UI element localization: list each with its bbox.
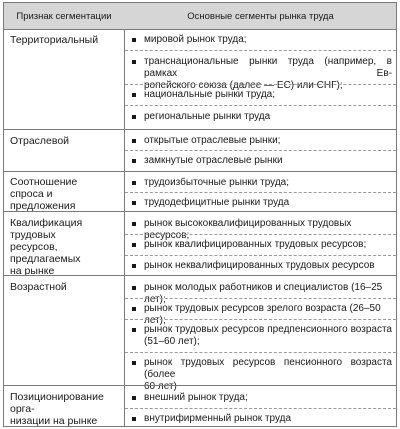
list-item: замкнутые отраслевые рынки bbox=[132, 155, 392, 167]
bullet-icon bbox=[132, 417, 136, 421]
item-divider bbox=[125, 50, 396, 51]
table-row-qualification bbox=[4, 211, 396, 276]
header-labor-market-segments: Основные сегменты рынка труда bbox=[187, 10, 334, 22]
bullet-icon bbox=[132, 243, 136, 247]
bullet-icon bbox=[132, 60, 136, 64]
list-item: рынок трудовых ресурсов пенсионного возраста (более 60 лет) bbox=[132, 357, 392, 393]
list-item: транснациональные рынки труда (например, в рамках Ев- ропейского союза (далее — ЕС) или СНГ); bbox=[132, 56, 392, 92]
table-row-age bbox=[4, 275, 396, 392]
item-divider bbox=[125, 192, 396, 193]
header-segmentation-criterion: Признак сегментации bbox=[16, 10, 112, 22]
row-label: Позиционирование орга- низации на рынке bbox=[10, 391, 104, 427]
list-item: рынок молодых работников и специалистов (16–25 лет); bbox=[132, 282, 392, 306]
bullet-icon bbox=[132, 396, 136, 400]
list-item: рынок трудовых ресурсов предпенсионного возраста (51–60 лет); bbox=[132, 324, 392, 348]
segmentation-table bbox=[3, 2, 397, 427]
item-divider bbox=[125, 255, 396, 256]
list-item: региональные рынки труда bbox=[132, 111, 392, 123]
table-header bbox=[4, 3, 396, 29]
list-item: трудодефицитные рынки труда bbox=[132, 197, 392, 209]
list-item: национальные рынки труда; bbox=[132, 89, 392, 101]
row-label: Квалификация трудовых ресурсов, предлагаемых на рынке bbox=[10, 217, 83, 277]
bullet-icon bbox=[132, 361, 136, 365]
list-item: рынок квалифицированных трудовых ресурсов; bbox=[132, 239, 392, 251]
list-item: мировой рынок труда; bbox=[132, 34, 392, 46]
table-row-territorial bbox=[4, 29, 396, 130]
item-divider bbox=[125, 150, 396, 151]
bullet-icon bbox=[132, 93, 136, 97]
bullet-icon bbox=[132, 222, 136, 226]
table-row-positioning bbox=[4, 385, 396, 429]
list-item: рынок трудовых ресурсов зрелого возраста (26–50 лет); bbox=[132, 303, 392, 327]
item-divider bbox=[125, 319, 396, 320]
list-item: рынок высококвалифицированных трудовых ресурсов; bbox=[132, 218, 392, 242]
bullet-icon bbox=[132, 38, 136, 42]
row-label: Возрастной bbox=[10, 281, 67, 293]
item-divider bbox=[125, 408, 396, 409]
bullet-icon bbox=[132, 286, 136, 290]
table-row-supply-demand bbox=[4, 171, 396, 212]
row-label: Территориальный bbox=[10, 34, 99, 46]
row-label: Соотношение спроса и предложения bbox=[10, 176, 78, 212]
bullet-icon bbox=[132, 115, 136, 119]
bullet-icon bbox=[132, 264, 136, 268]
item-divider bbox=[125, 105, 396, 106]
bullet-icon bbox=[132, 159, 136, 163]
item-divider bbox=[125, 84, 396, 85]
bullet-icon bbox=[132, 139, 136, 143]
list-item: рынок неквалифицированных трудовых ресурсов bbox=[132, 260, 392, 272]
row-label: Отраслевой bbox=[10, 135, 70, 147]
bullet-icon bbox=[132, 307, 136, 311]
list-item: внутрифирменный рынок труда bbox=[132, 413, 392, 425]
item-divider bbox=[125, 352, 396, 353]
bullet-icon bbox=[132, 328, 136, 332]
list-item: открытые отраслевые рынки; bbox=[132, 135, 392, 147]
bullet-icon bbox=[132, 201, 136, 205]
item-divider bbox=[125, 234, 396, 235]
item-divider bbox=[125, 298, 396, 299]
bullet-icon bbox=[132, 181, 136, 185]
table-row-sectoral bbox=[4, 129, 396, 172]
list-item: трудоизбыточные рынки труда; bbox=[132, 177, 392, 189]
list-item: внешний рынок труда; bbox=[132, 392, 392, 404]
